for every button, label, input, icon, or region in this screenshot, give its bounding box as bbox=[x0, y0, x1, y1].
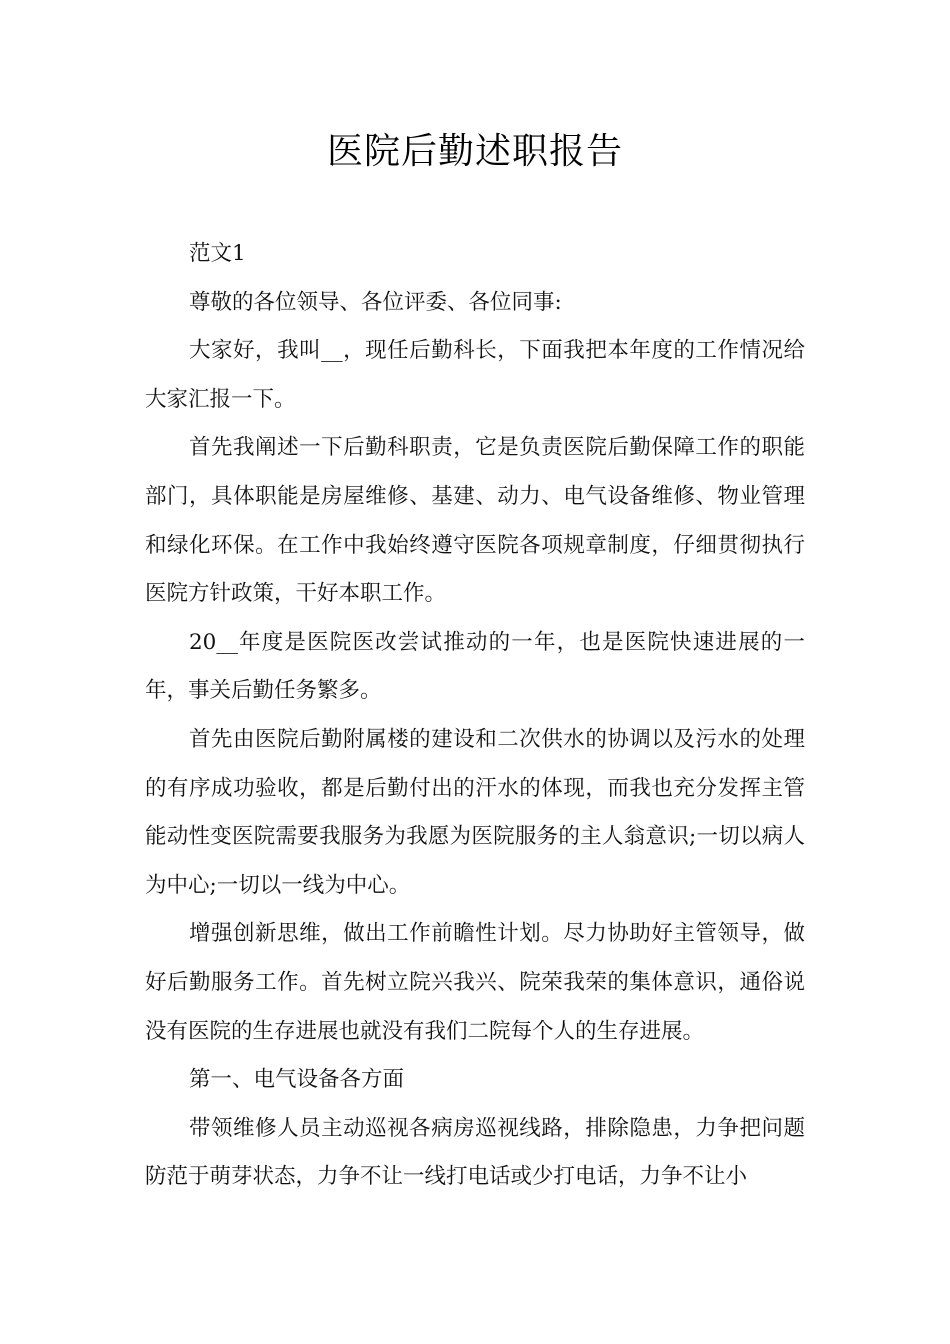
section-heading-electrical: 第一、电气设备各方面 bbox=[189, 1067, 405, 1093]
paragraph-greeting: 大家好，我叫__，现任后勤科长，下面我把本年度的工作情况给大家汇报一下。 bbox=[145, 338, 805, 412]
paragraph-innovation: 增强创新思维，做出工作前瞻性计划。尽力协助好主管领导，做好后勤服务工作。首先树立院兴我兴、院荣我荣的集体意识，通俗说没有医院的生存进展也就没有我们二院每个人的生存进展。 bbox=[145, 921, 805, 1044]
paragraph-sample-label: 范文1 bbox=[189, 241, 246, 266]
document-title: 医院后勤述职报告 bbox=[326, 131, 623, 172]
paragraph-salutation: 尊敬的各位领导、各位评委、各位同事: bbox=[189, 289, 562, 315]
paragraph-construction: 首先由医院后勤附属楼的建设和二次供水的协调以及污水的处理的有序成功验收，都是后勤付出的汗水的体现，而我也充分发挥主管能动性变医院需要我服务为我愿为医院服务的主人翁意识;一切以病人为中心;一切以一线为中心。 bbox=[145, 726, 805, 898]
document-body bbox=[145, 230, 805, 1202]
paragraph-duties: 首先我阐述一下后勤科职责，它是负责医院后勤保障工作的职能部门，具体职能是房屋维修、基建、动力、电气设备维修、物业管理和绿化环保。在工作中我始终遵守医院各项规章制度，仔细贯彻执行医院方针政策，干好本职工作。 bbox=[145, 435, 805, 607]
paragraph-year-overview: 20__年度是医院医改尝试推动的一年，也是医院快速进展的一年，事关后勤任务繁多。 bbox=[145, 629, 805, 704]
paragraph-electrical: 带领维修人员主动巡视各病房巡视线路，排除隐患，力争把问题防范于萌芽状态，力争不让一线打电话或少打电话，力争不让小 bbox=[145, 1115, 805, 1190]
